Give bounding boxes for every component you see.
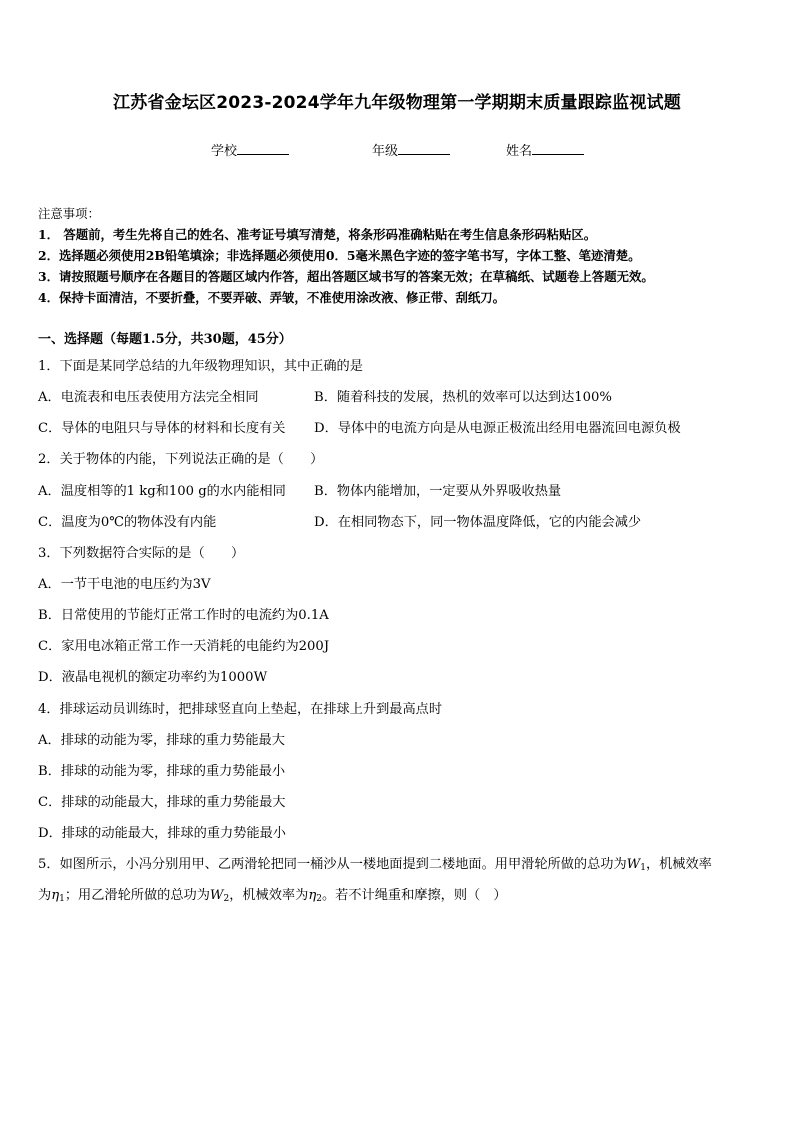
question-stem: 5．如图所示，小冯分别用甲、乙两滑轮把同一桶沙从一楼地面提到二楼地面。用甲滑轮所做的总功为$W_1$，机械效率 xyxy=(38,857,712,873)
grade-label: 年级 xyxy=(372,144,399,159)
school-label: 学校 xyxy=(211,144,238,159)
option-c: C．排球的动能最大，排球的重力势能最大 xyxy=(38,795,286,810)
efficiency-symbol: η xyxy=(308,888,317,903)
work-symbol: W xyxy=(626,857,641,872)
name-label: 姓名 xyxy=(506,144,533,159)
option-d: D．导体中的电流方向是从电源正极流出经用电器流回电源负极 xyxy=(314,421,681,436)
question-stem-continued: 为$\eta_1$；用乙滑轮所做的总功为$W_2$，机械效率为$\eta_2$。若不计绳重和摩擦，则（ ） xyxy=(38,888,507,904)
option-a: A．电流表和电压表使用方法完全相同 xyxy=(38,390,259,405)
question-stem: 3．下列数据符合实际的是（ ） xyxy=(38,546,245,561)
option-c: C．温度为0℃的物体没有内能 xyxy=(38,515,217,530)
note-item: 1． 答题前，考生先将自己的姓名、准考证号填写清楚，将条形码准确粘贴在考生信息条形码粘贴区。 xyxy=(38,227,597,242)
option-a: A．排球的动能为零，排球的重力势能最大 xyxy=(38,733,285,748)
subscript: 2 xyxy=(223,894,230,904)
notes-heading: 注意事项： xyxy=(38,206,100,221)
option-d: D．在相同物态下，同一物体温度降低，它的内能会减少 xyxy=(314,515,642,530)
subscript: 2 xyxy=(316,894,322,904)
note-item: 4．保持卡面清洁，不要折叠，不要弄破、弄皱，不准使用涂改液、修正带、刮纸刀。 xyxy=(38,290,506,305)
option-c: C．家用电冰箱正常工作一天消耗的电能约为200J xyxy=(38,639,330,654)
section-heading: 一、选择题（每题1.5分，共30题，45分） xyxy=(38,332,292,347)
efficiency-symbol: η xyxy=(51,888,60,903)
school-field xyxy=(211,140,289,159)
option-a: A．温度相等的1 kg和100 g的水内能相同 xyxy=(38,484,286,499)
option-d: D．排球的动能最大，排球的重力势能最小 xyxy=(38,826,286,841)
grade-blank xyxy=(398,141,450,155)
name-blank xyxy=(532,141,584,155)
name-field xyxy=(506,140,584,159)
question-stem: 2．关于物体的内能，下列说法正确的是（ ） xyxy=(38,452,324,467)
option-a: A．一节干电池的电压约为3V xyxy=(38,577,211,592)
page-title: 江苏省金坛区2023-2024学年九年级物理第一学期期末质量跟踪监视试题 xyxy=(113,93,681,113)
question-stem: 1．下面是某同学总结的九年级物理知识，其中正确的是 xyxy=(38,359,363,374)
option-c: C．导体的电阻只与导体的材料和长度有关 xyxy=(38,421,286,436)
note-item: 3．请按照题号顺序在各题目的答题区域内作答，超出答题区域书写的答案无效；在草稿纸、试题卷上答题无效。 xyxy=(38,269,654,284)
option-b: B．物体内能增加，一定要从外界吸收热量 xyxy=(314,484,562,499)
grade-field xyxy=(372,140,450,159)
option-b: B．日常使用的节能灯正常工作时的电流约为0.1A xyxy=(38,608,329,623)
question-stem: 4．排球运动员训练时，把排球竖直向上垫起，在排球上升到最高点时 xyxy=(38,702,443,717)
subscript: 1 xyxy=(640,863,646,873)
option-d: D．液晶电视机的额定功率约为1000W xyxy=(38,670,268,685)
work-symbol: W xyxy=(209,888,224,903)
note-item: 2．选择题必须使用2B铅笔填涂；非选择题必须使用0．5毫米黑色字迹的签字笔书写，字体工整、笔迹清楚。 xyxy=(38,248,641,263)
school-blank xyxy=(237,141,289,155)
option-b: B．随着科技的发展，热机的效率可以达到达100% xyxy=(314,390,612,405)
option-b: B．排球的动能为零，排球的重力势能最小 xyxy=(38,764,286,779)
subscript: 1 xyxy=(59,894,65,904)
